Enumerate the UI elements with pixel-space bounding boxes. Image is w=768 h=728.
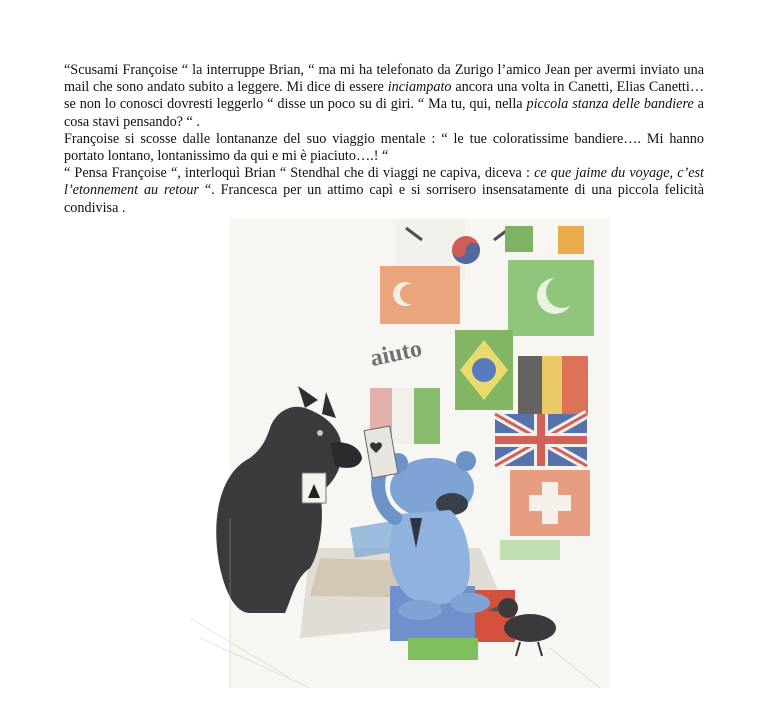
paragraph-1 xyxy=(64,62,704,131)
orange-flag-small xyxy=(558,226,584,254)
bear-ear-right xyxy=(456,451,476,471)
turkey-flag xyxy=(380,266,460,324)
illustration xyxy=(170,218,610,718)
story-text xyxy=(64,62,704,217)
paragraph-3-italic: ce que jaime du voyage, c’est l’etonnement au retour xyxy=(64,165,704,199)
paragraph-1-italic-1: inciampato xyxy=(387,79,452,96)
paragraph-1-part-3: a cosa stavi pensando? “ . xyxy=(64,96,704,130)
stripe-yellow xyxy=(542,356,562,414)
green-flag-small xyxy=(505,226,533,252)
bird-head xyxy=(498,598,518,618)
bird-body xyxy=(504,614,556,642)
paragraph-3 xyxy=(64,165,704,217)
paragraph-3-part-1: “ Pensa Françoise “, interloquì Brian “ Stendhal che di viaggi ne capiva, diceva : xyxy=(64,165,535,182)
paragraph-2: Françoise si scosse dalle lontananze del suo viaggio mentale : “ le tue coloratissime bandiere…. Mi hanno portato lontano, lontanissimo da qui e mi è piaciuto….! “ xyxy=(64,130,704,165)
dog-eye xyxy=(317,430,323,436)
paragraph-1-part-2: ancora una volta in Canetti, Elias Canetti… se non lo conosci dovresti leggerlo “ disse un poco su di giri. “ Ma tu, qui, nella xyxy=(64,79,705,113)
paragraph-3-part-2: “. Francesca per un attimo capì e si sorrisero insensatamente di una piccola felicità condivisa . xyxy=(64,182,704,216)
bear-foot-right xyxy=(450,593,490,613)
bear-foot-left xyxy=(398,600,442,620)
italy-flag xyxy=(414,388,440,444)
paragraph-1-part-1: “Scusami Françoise “ la interruppe Brian, “ ma mi ha telefonato da Zurigo l’amico Jean per avermi inviato una mail che sono andato subito a leggere. Mi dice di essere xyxy=(64,62,704,96)
green-flag-floor xyxy=(408,638,478,660)
svg-text:aiuto: aiuto xyxy=(367,335,425,372)
stripe-red xyxy=(562,356,588,414)
paragraph-1-italic-2: piccola stanza delle bandiere xyxy=(526,96,694,113)
stripe-black xyxy=(518,356,542,414)
